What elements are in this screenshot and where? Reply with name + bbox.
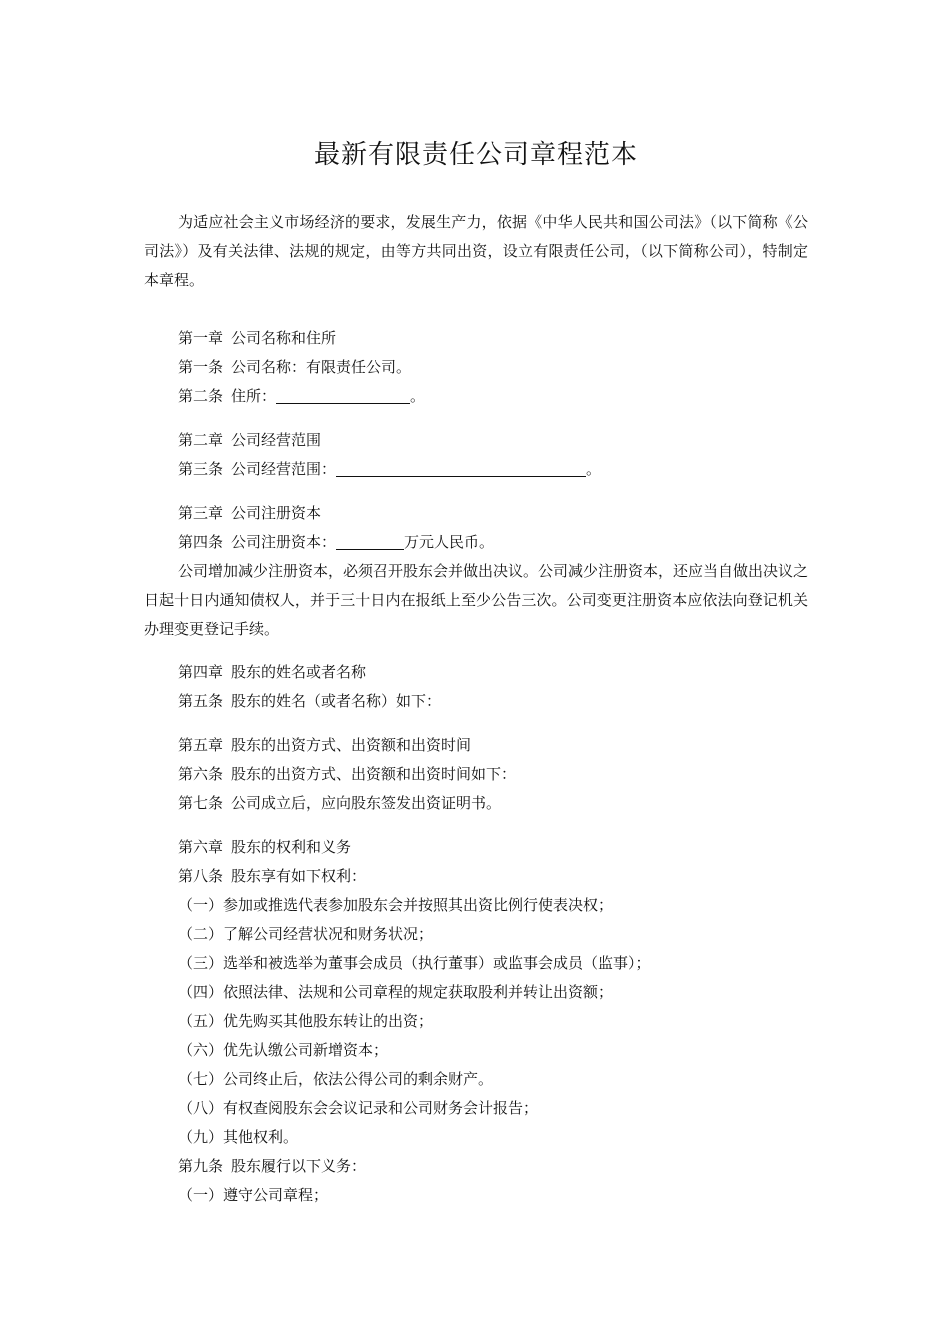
chapter-4-heading (178, 658, 366, 687)
chapter-6-heading (178, 833, 351, 862)
article-text: 公司成立后，应向股东签发出资证明书。 (231, 794, 502, 812)
article-label: 住所： (231, 387, 277, 405)
article-number: 第二条 (178, 387, 224, 405)
article-text: 股东享有如下权利： (231, 867, 367, 885)
chapter-title: 股东的权利和义务 (231, 838, 352, 856)
chapter-title: 股东的出资方式、出资额和出资时间 (231, 736, 472, 754)
article-number: 第五条 (178, 692, 224, 710)
rights-list-item: （三）选举和被选举为董事会成员（执行董事）或监事会成员（监事）； (178, 954, 651, 972)
address-blank-line (276, 387, 410, 404)
rights-list-item: （五）优先购买其他股东转让的出资； (178, 1012, 434, 1030)
chapter-title: 股东的姓名或者名称 (231, 663, 367, 681)
chapter-5-heading (178, 731, 471, 760)
chapter-number: 第二章 (178, 431, 224, 449)
article-6 (178, 760, 516, 789)
chapter-title: 公司注册资本 (231, 504, 322, 522)
chapter-title: 公司名称和住所 (231, 329, 337, 347)
chapter-number: 第三章 (178, 504, 224, 522)
chapter-title: 公司经营范围 (231, 431, 322, 449)
rights-list-item: （二）了解公司经营状况和财务状况； (178, 925, 434, 943)
rights-list-item: （四）依照法律、法规和公司章程的规定获取股利并转让出资额； (178, 983, 614, 1001)
article-label: 公司注册资本： (231, 533, 337, 551)
article-3 (178, 455, 601, 484)
rights-list-item: （六）优先认缴公司新增资本； (178, 1041, 389, 1059)
article-number: 第六条 (178, 765, 224, 783)
chapter-number: 第一章 (178, 329, 224, 347)
business-scope-blank-line (336, 460, 586, 477)
article-text: 股东的出资方式、出资额和出资时间如下： (231, 765, 517, 783)
rights-list-item: （一）参加或推选代表参加股东会并按照其出资比例行使表决权； (178, 896, 614, 914)
capital-blank-line (336, 533, 404, 550)
rights-list-item: （八）有权查阅股东会会议记录和公司财务会计报告； (178, 1099, 539, 1117)
chapter-1-heading (178, 324, 336, 353)
article-text: 公司名称：有限责任公司。 (231, 358, 412, 376)
article-number: 第八条 (178, 867, 224, 885)
article-8 (178, 862, 366, 891)
article-text: 股东的姓名（或者名称）如下： (231, 692, 442, 710)
article-text: 股东履行以下义务： (231, 1157, 367, 1175)
chapter-3-heading (178, 499, 321, 528)
duties-list-item: （一）遵守公司章程； (178, 1186, 329, 1204)
article-number: 第一条 (178, 358, 224, 376)
article-number: 第九条 (178, 1157, 224, 1175)
preamble-paragraph: 为适应社会主义市场经济的要求，发展生产力，依据《中华人民共和国公司法》（以下简称《公司法》）及有关法律、法规的规定，由等方共同出资，设立有限责任公司，（以下简称公司），特制定本章程。 (144, 213, 808, 289)
article-number: 第四条 (178, 533, 224, 551)
rights-list-item: （七）公司终止后，依法公得公司的剩余财产。 (178, 1070, 494, 1088)
article-1 (178, 353, 411, 382)
document-title: 最新有限责任公司章程范本 (313, 140, 638, 170)
article-label: 公司经营范围： (231, 460, 337, 478)
article-end: 。 (410, 387, 426, 405)
chapter-number: 第六章 (178, 838, 224, 856)
article-number: 第七条 (178, 794, 224, 812)
article-end: 。 (586, 460, 602, 478)
article-end: 万元人民币。 (404, 533, 495, 551)
rights-list-item: （九）其他权利。 (178, 1128, 299, 1146)
article-number: 第三条 (178, 460, 224, 478)
article-2 (178, 382, 425, 411)
article-5 (178, 687, 441, 716)
chapter-number: 第五章 (178, 736, 224, 754)
capital-change-paragraph: 公司增加减少注册资本，必须召开股东会并做出决议。公司减少注册资本，还应当自做出决议之日起十日内通知债权人，并于三十日内在报纸上至少公告三次。公司变更注册资本应依法向登记机关办理变更登记手续。 (144, 562, 809, 638)
article-4 (178, 528, 494, 557)
article-9 (178, 1152, 366, 1181)
chapter-number: 第四章 (178, 663, 224, 681)
article-7 (178, 789, 501, 818)
chapter-2-heading (178, 426, 321, 455)
